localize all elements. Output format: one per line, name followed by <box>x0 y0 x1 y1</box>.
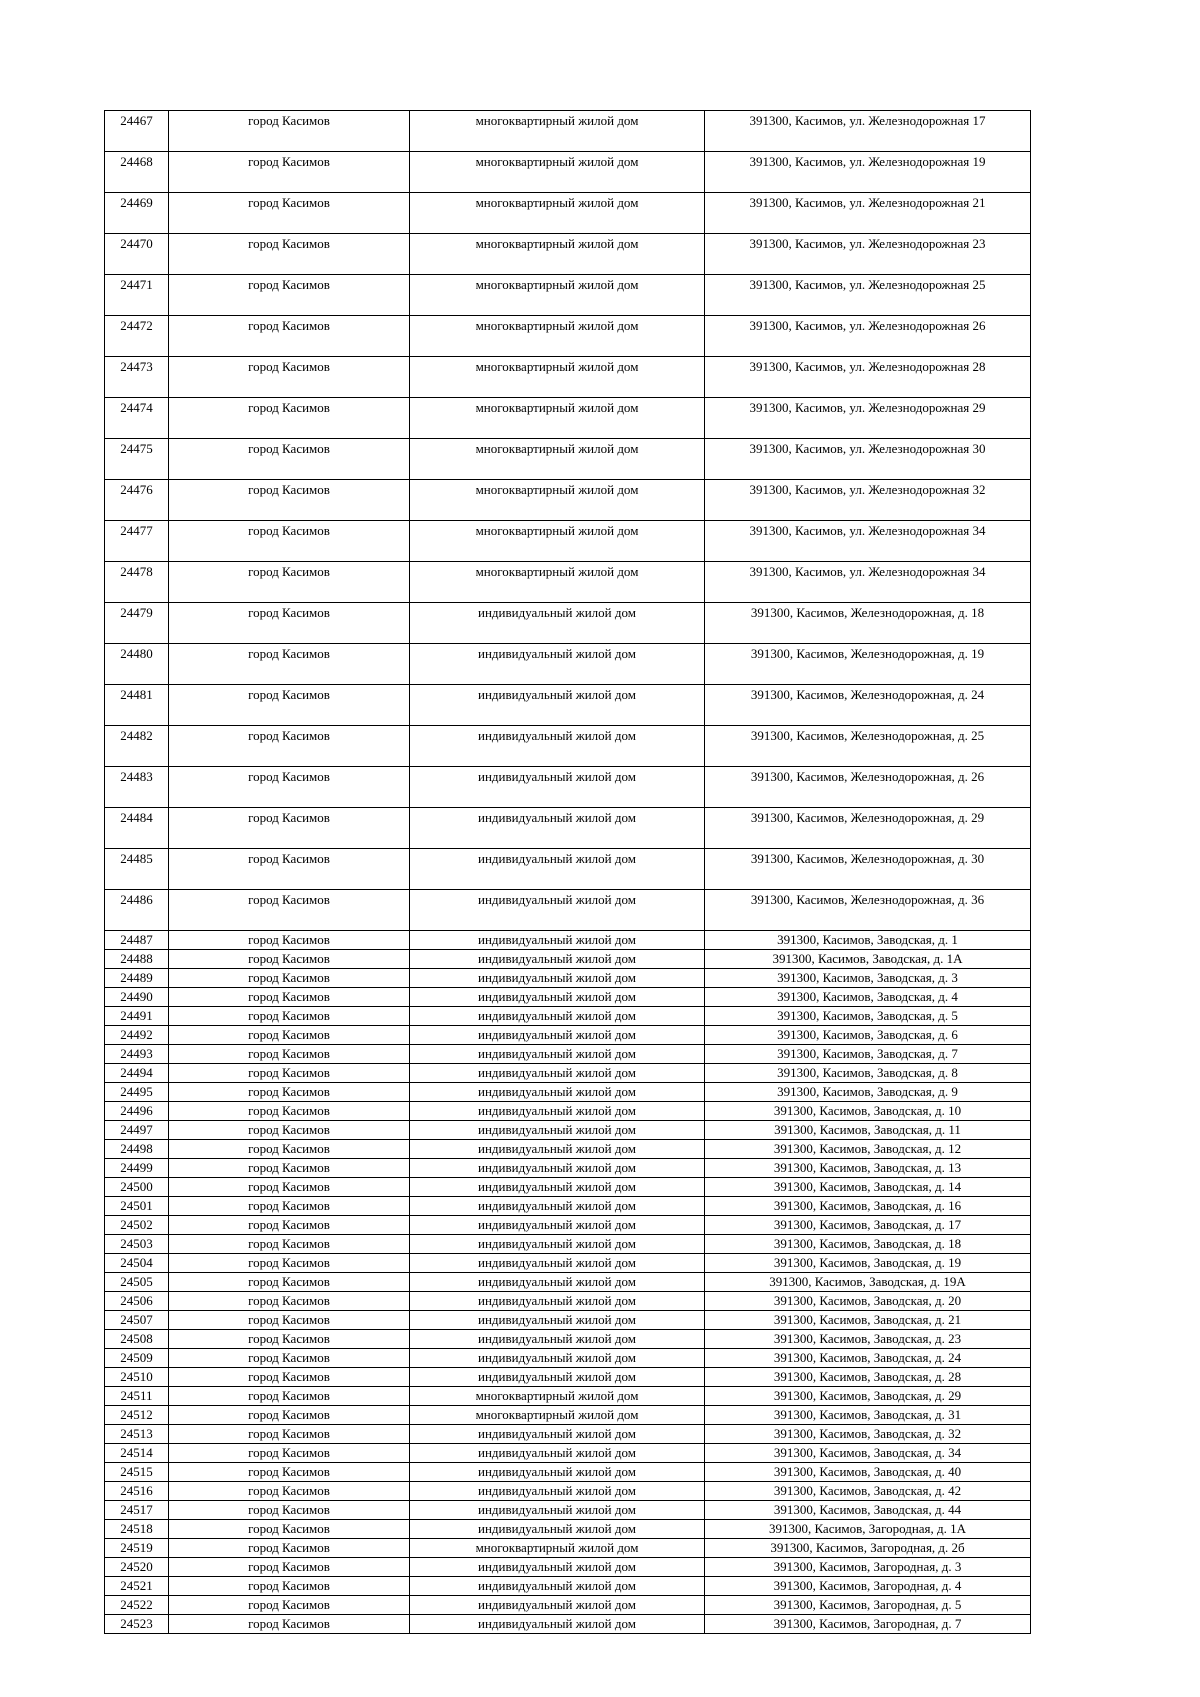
building-type-cell: многоквартирный жилой дом <box>410 1387 705 1406</box>
locality-cell: город Касимов <box>169 1501 410 1520</box>
locality-cell: город Касимов <box>169 644 410 685</box>
record-number-cell: 24517 <box>105 1501 169 1520</box>
table-row <box>105 1007 1031 1026</box>
address-cell: 391300, Касимов, ул. Железнодорожная 28 <box>705 357 1031 398</box>
locality-cell: город Касимов <box>169 1387 410 1406</box>
building-type-cell: индивидуальный жилой дом <box>410 1501 705 1520</box>
record-number-cell: 24473 <box>105 357 169 398</box>
building-type-cell: многоквартирный жилой дом <box>410 480 705 521</box>
address-cell: 391300, Касимов, Заводская, д. 4 <box>705 988 1031 1007</box>
record-number-cell: 24478 <box>105 562 169 603</box>
table-row <box>105 111 1031 152</box>
locality-cell: город Касимов <box>169 950 410 969</box>
locality-cell: город Касимов <box>169 988 410 1007</box>
locality-cell: город Касимов <box>169 234 410 275</box>
locality-cell: город Касимов <box>169 1615 410 1634</box>
locality-cell: город Касимов <box>169 890 410 931</box>
record-number-cell: 24520 <box>105 1558 169 1577</box>
locality-cell: город Касимов <box>169 1140 410 1159</box>
record-number-cell: 24502 <box>105 1216 169 1235</box>
building-type-cell: многоквартирный жилой дом <box>410 398 705 439</box>
record-number-cell: 24494 <box>105 1064 169 1083</box>
address-cell: 391300, Касимов, Заводская, д. 12 <box>705 1140 1031 1159</box>
address-cell: 391300, Касимов, Железнодорожная, д. 29 <box>705 808 1031 849</box>
building-type-cell: многоквартирный жилой дом <box>410 521 705 562</box>
address-cell: 391300, Касимов, Заводская, д. 8 <box>705 1064 1031 1083</box>
building-type-cell: индивидуальный жилой дом <box>410 1330 705 1349</box>
record-number-cell: 24503 <box>105 1235 169 1254</box>
address-cell: 391300, Касимов, Железнодорожная, д. 25 <box>705 726 1031 767</box>
table-row <box>105 1045 1031 1064</box>
table-row <box>105 1254 1031 1273</box>
record-number-cell: 24472 <box>105 316 169 357</box>
table-row <box>105 1501 1031 1520</box>
record-number-cell: 24510 <box>105 1368 169 1387</box>
locality-cell: город Касимов <box>169 562 410 603</box>
document-table <box>104 110 1031 1634</box>
address-cell: 391300, Касимов, Загородная, д. 2б <box>705 1539 1031 1558</box>
locality-cell: город Касимов <box>169 685 410 726</box>
table-row <box>105 1596 1031 1615</box>
table-row <box>105 1406 1031 1425</box>
table-row <box>105 1197 1031 1216</box>
record-number-cell: 24496 <box>105 1102 169 1121</box>
record-number-cell: 24475 <box>105 439 169 480</box>
record-number-cell: 24469 <box>105 193 169 234</box>
record-number-cell: 24495 <box>105 1083 169 1102</box>
table-row <box>105 1577 1031 1596</box>
building-type-cell: многоквартирный жилой дом <box>410 234 705 275</box>
table-row <box>105 562 1031 603</box>
locality-cell: город Касимов <box>169 849 410 890</box>
table-row <box>105 1539 1031 1558</box>
table-row <box>105 969 1031 988</box>
locality-cell: город Касимов <box>169 1311 410 1330</box>
table-row <box>105 849 1031 890</box>
table-row <box>105 1615 1031 1634</box>
table-row <box>105 316 1031 357</box>
table-row <box>105 1026 1031 1045</box>
record-number-cell: 24470 <box>105 234 169 275</box>
locality-cell: город Касимов <box>169 808 410 849</box>
locality-cell: город Касимов <box>169 1273 410 1292</box>
record-number-cell: 24511 <box>105 1387 169 1406</box>
building-type-cell: многоквартирный жилой дом <box>410 1406 705 1425</box>
address-cell: 391300, Касимов, Заводская, д. 21 <box>705 1311 1031 1330</box>
record-number-cell: 24507 <box>105 1311 169 1330</box>
table-row <box>105 1520 1031 1539</box>
table-row <box>105 1292 1031 1311</box>
record-number-cell: 24497 <box>105 1121 169 1140</box>
building-type-cell: индивидуальный жилой дом <box>410 1482 705 1501</box>
table-row <box>105 1463 1031 1482</box>
address-cell: 391300, Касимов, Заводская, д. 31 <box>705 1406 1031 1425</box>
address-cell: 391300, Касимов, Железнодорожная, д. 36 <box>705 890 1031 931</box>
building-type-cell: индивидуальный жилой дом <box>410 1235 705 1254</box>
building-type-cell: индивидуальный жилой дом <box>410 1197 705 1216</box>
locality-cell: город Касимов <box>169 1539 410 1558</box>
table-row <box>105 1273 1031 1292</box>
table-row <box>105 1387 1031 1406</box>
locality-cell: город Касимов <box>169 1102 410 1121</box>
record-number-cell: 24467 <box>105 111 169 152</box>
table-body <box>105 111 1031 1634</box>
building-type-cell: индивидуальный жилой дом <box>410 931 705 950</box>
table-row <box>105 275 1031 316</box>
record-number-cell: 24483 <box>105 767 169 808</box>
locality-cell: город Касимов <box>169 1558 410 1577</box>
table-row <box>105 1558 1031 1577</box>
record-number-cell: 24476 <box>105 480 169 521</box>
address-cell: 391300, Касимов, Заводская, д. 17 <box>705 1216 1031 1235</box>
locality-cell: город Касимов <box>169 1349 410 1368</box>
building-type-cell: индивидуальный жилой дом <box>410 890 705 931</box>
locality-cell: город Касимов <box>169 1330 410 1349</box>
locality-cell: город Касимов <box>169 1007 410 1026</box>
building-type-cell: индивидуальный жилой дом <box>410 1520 705 1539</box>
address-cell: 391300, Касимов, Заводская, д. 5 <box>705 1007 1031 1026</box>
building-type-cell: индивидуальный жилой дом <box>410 988 705 1007</box>
record-number-cell: 24513 <box>105 1425 169 1444</box>
address-cell: 391300, Касимов, Заводская, д. 10 <box>705 1102 1031 1121</box>
building-type-cell: индивидуальный жилой дом <box>410 1007 705 1026</box>
table-row <box>105 1425 1031 1444</box>
record-number-cell: 24487 <box>105 931 169 950</box>
address-cell: 391300, Касимов, ул. Железнодорожная 23 <box>705 234 1031 275</box>
address-cell: 391300, Касимов, Заводская, д. 29 <box>705 1387 1031 1406</box>
building-type-cell: индивидуальный жилой дом <box>410 1254 705 1273</box>
address-cell: 391300, Касимов, Заводская, д. 18 <box>705 1235 1031 1254</box>
building-type-cell: индивидуальный жилой дом <box>410 1083 705 1102</box>
building-type-cell: индивидуальный жилой дом <box>410 1368 705 1387</box>
building-type-cell: многоквартирный жилой дом <box>410 152 705 193</box>
locality-cell: город Касимов <box>169 275 410 316</box>
locality-cell: город Касимов <box>169 931 410 950</box>
record-number-cell: 24485 <box>105 849 169 890</box>
address-cell: 391300, Касимов, Железнодорожная, д. 19 <box>705 644 1031 685</box>
address-cell: 391300, Касимов, Заводская, д. 34 <box>705 1444 1031 1463</box>
address-cell: 391300, Касимов, ул. Железнодорожная 25 <box>705 275 1031 316</box>
record-number-cell: 24480 <box>105 644 169 685</box>
locality-cell: город Касимов <box>169 1216 410 1235</box>
record-number-cell: 24489 <box>105 969 169 988</box>
address-cell: 391300, Касимов, Заводская, д. 24 <box>705 1349 1031 1368</box>
address-cell: 391300, Касимов, Заводская, д. 16 <box>705 1197 1031 1216</box>
table-row <box>105 1311 1031 1330</box>
building-type-cell: многоквартирный жилой дом <box>410 193 705 234</box>
building-type-cell: многоквартирный жилой дом <box>410 1539 705 1558</box>
table-row <box>105 152 1031 193</box>
record-number-cell: 24518 <box>105 1520 169 1539</box>
record-number-cell: 24514 <box>105 1444 169 1463</box>
record-number-cell: 24477 <box>105 521 169 562</box>
record-number-cell: 24504 <box>105 1254 169 1273</box>
building-type-cell: индивидуальный жилой дом <box>410 950 705 969</box>
locality-cell: город Касимов <box>169 1463 410 1482</box>
locality-cell: город Касимов <box>169 603 410 644</box>
address-cell: 391300, Касимов, Заводская, д. 32 <box>705 1425 1031 1444</box>
building-type-cell: индивидуальный жилой дом <box>410 1064 705 1083</box>
locality-cell: город Касимов <box>169 1482 410 1501</box>
table-row <box>105 521 1031 562</box>
locality-cell: город Касимов <box>169 1178 410 1197</box>
table-row <box>105 988 1031 1007</box>
address-cell: 391300, Касимов, Заводская, д. 19А <box>705 1273 1031 1292</box>
table-row <box>105 767 1031 808</box>
record-number-cell: 24481 <box>105 685 169 726</box>
building-type-cell: многоквартирный жилой дом <box>410 357 705 398</box>
record-number-cell: 24488 <box>105 950 169 969</box>
locality-cell: город Касимов <box>169 1577 410 1596</box>
building-type-cell: индивидуальный жилой дом <box>410 1558 705 1577</box>
address-cell: 391300, Касимов, Заводская, д. 7 <box>705 1045 1031 1064</box>
address-cell: 391300, Касимов, Заводская, д. 6 <box>705 1026 1031 1045</box>
building-type-cell: индивидуальный жилой дом <box>410 1349 705 1368</box>
locality-cell: город Касимов <box>169 1406 410 1425</box>
building-type-cell: индивидуальный жилой дом <box>410 1140 705 1159</box>
address-cell: 391300, Касимов, Заводская, д. 13 <box>705 1159 1031 1178</box>
locality-cell: город Касимов <box>169 193 410 234</box>
address-cell: 391300, Касимов, ул. Железнодорожная 34 <box>705 521 1031 562</box>
address-cell: 391300, Касимов, Заводская, д. 40 <box>705 1463 1031 1482</box>
table-row <box>105 1064 1031 1083</box>
address-cell: 391300, Касимов, Заводская, д. 42 <box>705 1482 1031 1501</box>
record-number-cell: 24498 <box>105 1140 169 1159</box>
table-row <box>105 726 1031 767</box>
table-row <box>105 1159 1031 1178</box>
building-type-cell: индивидуальный жилой дом <box>410 603 705 644</box>
address-cell: 391300, Касимов, Железнодорожная, д. 24 <box>705 685 1031 726</box>
record-number-cell: 24521 <box>105 1577 169 1596</box>
record-number-cell: 24484 <box>105 808 169 849</box>
table-row <box>105 1140 1031 1159</box>
table-row <box>105 1368 1031 1387</box>
record-number-cell: 24468 <box>105 152 169 193</box>
address-cell: 391300, Касимов, ул. Железнодорожная 32 <box>705 480 1031 521</box>
record-number-cell: 24474 <box>105 398 169 439</box>
record-number-cell: 24499 <box>105 1159 169 1178</box>
record-number-cell: 24501 <box>105 1197 169 1216</box>
address-cell: 391300, Касимов, Загородная, д. 3 <box>705 1558 1031 1577</box>
locality-cell: город Касимов <box>169 357 410 398</box>
address-cell: 391300, Касимов, Загородная, д. 7 <box>705 1615 1031 1634</box>
locality-cell: город Касимов <box>169 726 410 767</box>
address-cell: 391300, Касимов, ул. Железнодорожная 19 <box>705 152 1031 193</box>
building-type-cell: индивидуальный жилой дом <box>410 1596 705 1615</box>
record-number-cell: 24512 <box>105 1406 169 1425</box>
address-cell: 391300, Касимов, Железнодорожная, д. 26 <box>705 767 1031 808</box>
locality-cell: город Касимов <box>169 1235 410 1254</box>
locality-cell: город Касимов <box>169 1064 410 1083</box>
address-cell: 391300, Касимов, Загородная, д. 5 <box>705 1596 1031 1615</box>
table-row <box>105 931 1031 950</box>
locality-cell: город Касимов <box>169 1197 410 1216</box>
table-row <box>105 950 1031 969</box>
locality-cell: город Касимов <box>169 767 410 808</box>
building-type-cell: индивидуальный жилой дом <box>410 644 705 685</box>
building-type-cell: индивидуальный жилой дом <box>410 685 705 726</box>
building-type-cell: индивидуальный жилой дом <box>410 767 705 808</box>
table-row <box>105 1235 1031 1254</box>
locality-cell: город Касимов <box>169 1159 410 1178</box>
address-cell: 391300, Касимов, Железнодорожная, д. 18 <box>705 603 1031 644</box>
table-row <box>105 1216 1031 1235</box>
address-cell: 391300, Касимов, Заводская, д. 23 <box>705 1330 1031 1349</box>
table-row <box>105 685 1031 726</box>
address-cell: 391300, Касимов, Железнодорожная, д. 30 <box>705 849 1031 890</box>
building-type-cell: многоквартирный жилой дом <box>410 111 705 152</box>
table-row <box>105 808 1031 849</box>
building-type-cell: индивидуальный жилой дом <box>410 808 705 849</box>
address-cell: 391300, Касимов, Заводская, д. 44 <box>705 1501 1031 1520</box>
record-number-cell: 24522 <box>105 1596 169 1615</box>
address-cell: 391300, Касимов, ул. Железнодорожная 30 <box>705 439 1031 480</box>
record-number-cell: 24482 <box>105 726 169 767</box>
locality-cell: город Касимов <box>169 1425 410 1444</box>
building-type-cell: индивидуальный жилой дом <box>410 1121 705 1140</box>
locality-cell: город Касимов <box>169 969 410 988</box>
record-number-cell: 24491 <box>105 1007 169 1026</box>
building-type-cell: индивидуальный жилой дом <box>410 969 705 988</box>
table-row <box>105 234 1031 275</box>
record-number-cell: 24500 <box>105 1178 169 1197</box>
locality-cell: город Касимов <box>169 480 410 521</box>
table-row <box>105 644 1031 685</box>
record-number-cell: 24493 <box>105 1045 169 1064</box>
table-row <box>105 1330 1031 1349</box>
building-type-cell: индивидуальный жилой дом <box>410 1102 705 1121</box>
building-type-cell: индивидуальный жилой дом <box>410 1216 705 1235</box>
address-cell: 391300, Касимов, Загородная, д. 1А <box>705 1520 1031 1539</box>
building-type-cell: многоквартирный жилой дом <box>410 316 705 357</box>
building-type-cell: индивидуальный жилой дом <box>410 1463 705 1482</box>
locality-cell: город Касимов <box>169 521 410 562</box>
building-type-cell: индивидуальный жилой дом <box>410 726 705 767</box>
building-type-cell: индивидуальный жилой дом <box>410 1273 705 1292</box>
table-row <box>105 603 1031 644</box>
table-row <box>105 1444 1031 1463</box>
table-row <box>105 357 1031 398</box>
address-cell: 391300, Касимов, Заводская, д. 20 <box>705 1292 1031 1311</box>
address-cell: 391300, Касимов, Заводская, д. 28 <box>705 1368 1031 1387</box>
table-row <box>105 1102 1031 1121</box>
locality-cell: город Касимов <box>169 152 410 193</box>
locality-cell: город Касимов <box>169 1254 410 1273</box>
building-type-cell: индивидуальный жилой дом <box>410 1425 705 1444</box>
table-row <box>105 1482 1031 1501</box>
record-number-cell: 24506 <box>105 1292 169 1311</box>
building-type-cell: индивидуальный жилой дом <box>410 849 705 890</box>
building-type-cell: индивидуальный жилой дом <box>410 1292 705 1311</box>
record-number-cell: 24490 <box>105 988 169 1007</box>
address-cell: 391300, Касимов, ул. Железнодорожная 34 <box>705 562 1031 603</box>
locality-cell: город Касимов <box>169 1026 410 1045</box>
locality-cell: город Касимов <box>169 1596 410 1615</box>
address-cell: 391300, Касимов, Заводская, д. 19 <box>705 1254 1031 1273</box>
address-cell: 391300, Касимов, Заводская, д. 1А <box>705 950 1031 969</box>
building-type-cell: многоквартирный жилой дом <box>410 562 705 603</box>
table-row <box>105 439 1031 480</box>
address-cell: 391300, Касимов, ул. Железнодорожная 29 <box>705 398 1031 439</box>
record-number-cell: 24515 <box>105 1463 169 1482</box>
record-number-cell: 24509 <box>105 1349 169 1368</box>
building-type-cell: многоквартирный жилой дом <box>410 439 705 480</box>
locality-cell: город Касимов <box>169 316 410 357</box>
address-cell: 391300, Касимов, Загородная, д. 4 <box>705 1577 1031 1596</box>
table-row <box>105 1349 1031 1368</box>
address-cell: 391300, Касимов, Заводская, д. 9 <box>705 1083 1031 1102</box>
record-number-cell: 24471 <box>105 275 169 316</box>
address-cell: 391300, Касимов, ул. Железнодорожная 17 <box>705 111 1031 152</box>
table-row <box>105 193 1031 234</box>
table-row <box>105 480 1031 521</box>
building-type-cell: индивидуальный жилой дом <box>410 1615 705 1634</box>
address-cell: 391300, Касимов, Заводская, д. 11 <box>705 1121 1031 1140</box>
building-type-cell: индивидуальный жилой дом <box>410 1311 705 1330</box>
table-row <box>105 890 1031 931</box>
table-row <box>105 398 1031 439</box>
record-number-cell: 24492 <box>105 1026 169 1045</box>
building-type-cell: индивидуальный жилой дом <box>410 1026 705 1045</box>
table-row <box>105 1083 1031 1102</box>
record-number-cell: 24486 <box>105 890 169 931</box>
locality-cell: город Касимов <box>169 1520 410 1539</box>
building-type-cell: индивидуальный жилой дом <box>410 1178 705 1197</box>
locality-cell: город Касимов <box>169 1121 410 1140</box>
locality-cell: город Касимов <box>169 1444 410 1463</box>
locality-cell: город Касимов <box>169 1083 410 1102</box>
building-type-cell: индивидуальный жилой дом <box>410 1577 705 1596</box>
record-number-cell: 24479 <box>105 603 169 644</box>
record-number-cell: 24505 <box>105 1273 169 1292</box>
record-number-cell: 24508 <box>105 1330 169 1349</box>
table-row <box>105 1121 1031 1140</box>
address-cell: 391300, Касимов, ул. Железнодорожная 21 <box>705 193 1031 234</box>
record-number-cell: 24523 <box>105 1615 169 1634</box>
address-cell: 391300, Касимов, ул. Железнодорожная 26 <box>705 316 1031 357</box>
locality-cell: город Касимов <box>169 1292 410 1311</box>
address-cell: 391300, Касимов, Заводская, д. 14 <box>705 1178 1031 1197</box>
building-type-cell: индивидуальный жилой дом <box>410 1444 705 1463</box>
record-number-cell: 24519 <box>105 1539 169 1558</box>
locality-cell: город Касимов <box>169 398 410 439</box>
building-type-cell: индивидуальный жилой дом <box>410 1159 705 1178</box>
table-row <box>105 1178 1031 1197</box>
locality-cell: город Касимов <box>169 1045 410 1064</box>
record-number-cell: 24516 <box>105 1482 169 1501</box>
address-cell: 391300, Касимов, Заводская, д. 1 <box>705 931 1031 950</box>
locality-cell: город Касимов <box>169 439 410 480</box>
locality-cell: город Касимов <box>169 111 410 152</box>
locality-cell: город Касимов <box>169 1368 410 1387</box>
building-type-cell: многоквартирный жилой дом <box>410 275 705 316</box>
address-cell: 391300, Касимов, Заводская, д. 3 <box>705 969 1031 988</box>
building-type-cell: индивидуальный жилой дом <box>410 1045 705 1064</box>
